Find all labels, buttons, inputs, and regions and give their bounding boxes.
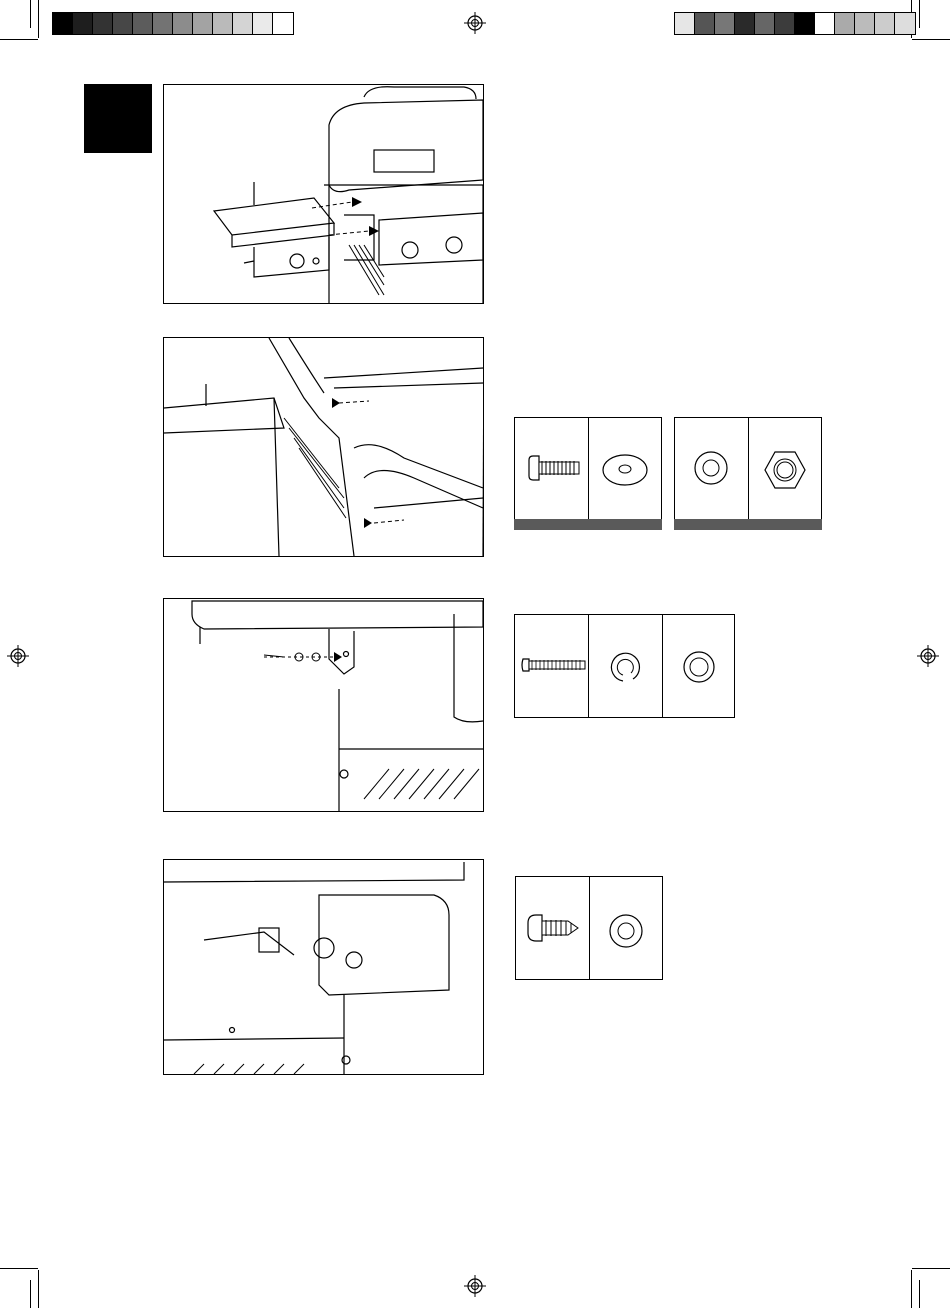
hardware-cell [589, 615, 662, 717]
underside-bolt-illustration [164, 599, 483, 811]
hardware-group-2 [674, 417, 822, 521]
bracket-screws-illustration [164, 338, 483, 556]
color-swatch [795, 13, 815, 34]
spring-washer-icon [589, 615, 662, 717]
hardware-group-1 [514, 417, 662, 521]
hardware-group-4 [515, 876, 663, 980]
color-swatch [213, 13, 233, 34]
color-swatch [715, 13, 735, 34]
hardware-cell [590, 877, 663, 979]
crop-mark [0, 39, 38, 40]
color-swatch [875, 13, 895, 34]
color-swatch [193, 13, 213, 34]
hardware-cell [663, 615, 734, 717]
color-swatch [855, 13, 875, 34]
registration-mark-icon [7, 645, 29, 667]
crop-mark [30, 1280, 31, 1308]
flat-washer-icon [663, 615, 735, 717]
color-swatch [735, 13, 755, 34]
color-calibration-bar-left [52, 12, 294, 35]
hardware-cell [516, 877, 590, 979]
self-tapping-screw-icon [516, 877, 589, 979]
color-swatch [755, 13, 775, 34]
long-bolt-icon [515, 615, 589, 717]
color-swatch [835, 13, 855, 34]
hardware-cell [675, 418, 749, 520]
crop-mark [912, 39, 950, 40]
hardware-bar [514, 519, 662, 530]
crop-mark [919, 1280, 920, 1308]
washer-icon [590, 877, 663, 979]
color-calibration-bar-right [674, 12, 916, 35]
hex-nut-icon [749, 418, 822, 520]
color-swatch [273, 13, 293, 34]
screw-icon [515, 418, 588, 520]
hardware-cell [749, 418, 822, 520]
hardware-cell [515, 418, 589, 520]
figure-side-burner-valve [163, 859, 484, 1075]
color-swatch [113, 13, 133, 34]
hardware-group-3 [514, 614, 735, 718]
color-swatch [675, 13, 695, 34]
side-shelf-illustration [164, 85, 483, 303]
figure-side-shelf-attach [163, 84, 484, 304]
color-swatch [695, 13, 715, 34]
hardware-bar [674, 519, 822, 530]
color-swatch [253, 13, 273, 34]
color-swatch [173, 13, 193, 34]
color-swatch [73, 13, 93, 34]
color-swatch [895, 13, 915, 34]
color-swatch [153, 13, 173, 34]
section-tab [84, 84, 152, 153]
flat-washer-icon [675, 418, 748, 520]
crop-mark [919, 0, 920, 28]
registration-mark-icon [464, 1275, 486, 1297]
crop-mark [912, 1268, 950, 1269]
crop-mark [911, 1270, 912, 1308]
washer-icon [589, 418, 662, 520]
hardware-cell [515, 615, 589, 717]
crop-mark [38, 1270, 39, 1308]
hardware-cell [589, 418, 662, 520]
registration-mark-icon [464, 12, 486, 34]
crop-mark [38, 0, 39, 38]
figure-shelf-bracket-screws [163, 337, 484, 557]
color-swatch [93, 13, 113, 34]
crop-mark [0, 1268, 38, 1269]
color-swatch [775, 13, 795, 34]
figure-shelf-underside-bolt [163, 598, 484, 812]
registration-mark-icon [917, 645, 939, 667]
burner-valve-illustration [164, 860, 483, 1074]
crop-mark [30, 0, 31, 28]
color-swatch [233, 13, 253, 34]
color-swatch [53, 13, 73, 34]
color-swatch [815, 13, 835, 34]
color-swatch [133, 13, 153, 34]
